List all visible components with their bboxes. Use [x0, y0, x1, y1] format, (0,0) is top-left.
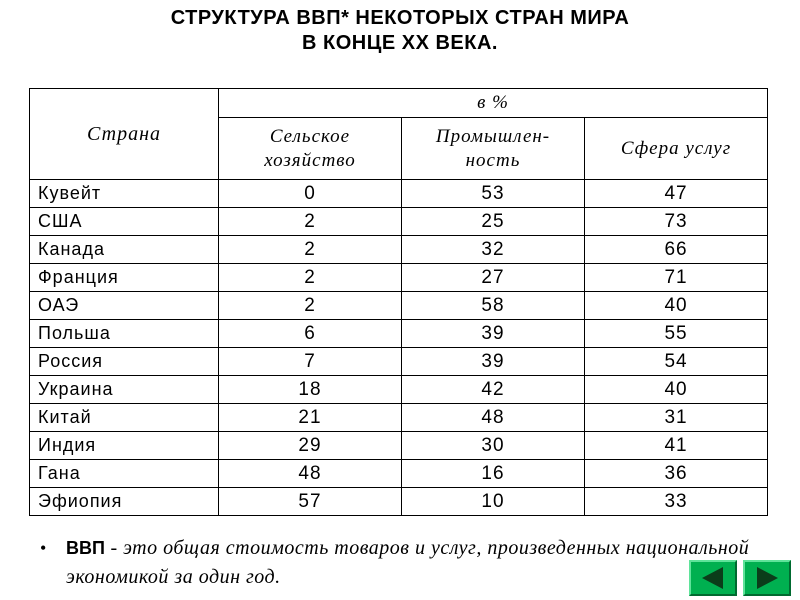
- table-row: [30, 236, 768, 264]
- table-row: [30, 376, 768, 404]
- page-title: [0, 6, 800, 56]
- country-cell: США: [30, 208, 219, 236]
- header-country: Страна: [30, 89, 219, 180]
- table-row: [30, 488, 768, 516]
- industry-cell: 48: [402, 404, 585, 432]
- services-cell: 66: [585, 236, 768, 264]
- agriculture-cell: 2: [219, 236, 402, 264]
- services-cell: 41: [585, 432, 768, 460]
- agriculture-cell: 48: [219, 460, 402, 488]
- agriculture-cell: 57: [219, 488, 402, 516]
- triangle-right-icon: [745, 562, 789, 594]
- services-cell: 47: [585, 180, 768, 208]
- table-row: [30, 320, 768, 348]
- industry-cell: 42: [402, 376, 585, 404]
- table-row: [30, 180, 768, 208]
- footnote-abbreviation: ВВП: [66, 538, 105, 558]
- agriculture-cell: 29: [219, 432, 402, 460]
- gdp-footnote: [40, 534, 760, 592]
- table-row: [30, 292, 768, 320]
- table-row: [30, 208, 768, 236]
- table-row: [30, 348, 768, 376]
- industry-cell: 39: [402, 348, 585, 376]
- agriculture-cell: 7: [219, 348, 402, 376]
- industry-cell: 30: [402, 432, 585, 460]
- services-cell: 31: [585, 404, 768, 432]
- table-row: [30, 404, 768, 432]
- header-industry-line-1: Промышлен-: [435, 125, 551, 147]
- agriculture-cell: 0: [219, 180, 402, 208]
- agriculture-cell: 2: [219, 264, 402, 292]
- services-cell: 55: [585, 320, 768, 348]
- services-cell: 71: [585, 264, 768, 292]
- country-cell: Кувейт: [30, 180, 219, 208]
- country-cell: Китай: [30, 404, 219, 432]
- table-row: [30, 460, 768, 488]
- header-agriculture: [219, 118, 402, 180]
- title-line-2: В КОНЦЕ XX ВЕКА.: [302, 32, 498, 54]
- agriculture-cell: 6: [219, 320, 402, 348]
- footnote-definition: - это общая стоимость товаров и услуг, произведенных национальной экономикой за один год.: [66, 537, 750, 588]
- country-cell: Украина: [30, 376, 219, 404]
- header-industry: [402, 118, 585, 180]
- header-industry-line-2: ность: [465, 149, 521, 171]
- header-services: Сфера услуг: [585, 118, 768, 180]
- services-cell: 54: [585, 348, 768, 376]
- country-cell: Канада: [30, 236, 219, 264]
- previous-slide-button[interactable]: [689, 560, 737, 596]
- country-cell: Франция: [30, 264, 219, 292]
- country-cell: Гана: [30, 460, 219, 488]
- table-body: [30, 180, 768, 516]
- industry-cell: 25: [402, 208, 585, 236]
- services-cell: 36: [585, 460, 768, 488]
- bullet: •: [40, 538, 47, 558]
- gdp-structure-table: [29, 88, 768, 516]
- header-agriculture-line-1: Сельское: [269, 125, 351, 147]
- table-row: [30, 264, 768, 292]
- agriculture-cell: 2: [219, 292, 402, 320]
- header-percent: в %: [219, 89, 768, 118]
- industry-cell: 53: [402, 180, 585, 208]
- industry-cell: 58: [402, 292, 585, 320]
- services-cell: 40: [585, 376, 768, 404]
- country-cell: ОАЭ: [30, 292, 219, 320]
- industry-cell: 16: [402, 460, 585, 488]
- country-cell: Россия: [30, 348, 219, 376]
- agriculture-cell: 2: [219, 208, 402, 236]
- industry-cell: 32: [402, 236, 585, 264]
- services-cell: 73: [585, 208, 768, 236]
- industry-cell: 39: [402, 320, 585, 348]
- footnote-text: [66, 534, 760, 592]
- country-cell: Индия: [30, 432, 219, 460]
- country-cell: Польша: [30, 320, 219, 348]
- industry-cell: 27: [402, 264, 585, 292]
- next-slide-button[interactable]: [743, 560, 791, 596]
- country-cell: Эфиопия: [30, 488, 219, 516]
- agriculture-cell: 21: [219, 404, 402, 432]
- header-agriculture-line-2: хозяйство: [264, 149, 356, 171]
- industry-cell: 10: [402, 488, 585, 516]
- triangle-left-icon: [691, 562, 735, 594]
- agriculture-cell: 18: [219, 376, 402, 404]
- table-row: [30, 432, 768, 460]
- title-line-1: СТРУКТУРА ВВП* НЕКОТОРЫХ СТРАН МИРА: [170, 7, 630, 29]
- services-cell: 33: [585, 488, 768, 516]
- services-cell: 40: [585, 292, 768, 320]
